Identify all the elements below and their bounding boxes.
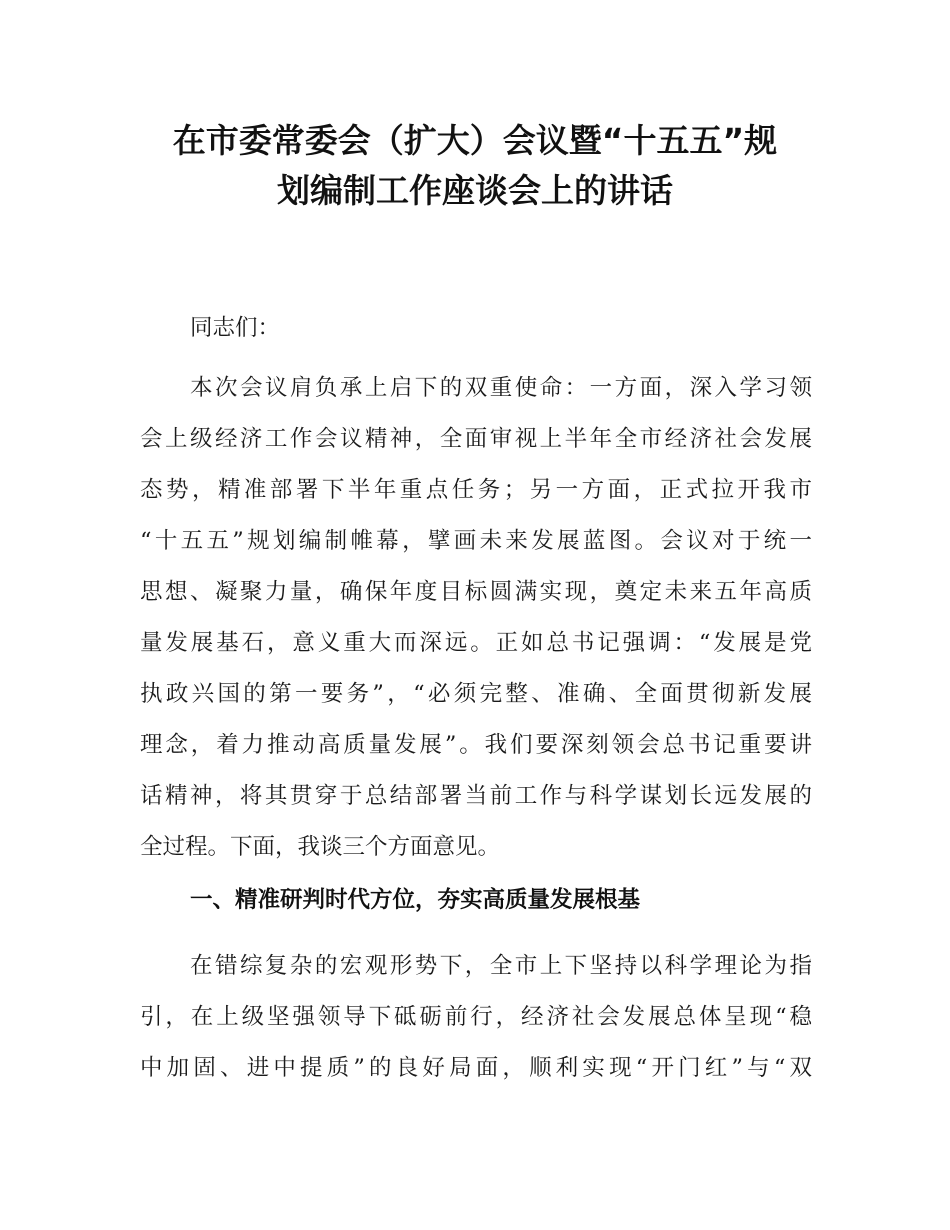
paragraph-line: “十五五”规划编制帷幕，擘画未来发展蓝图。会议对于统一 (140, 528, 812, 554)
paragraph-line: 话精神，将其贯穿于总结部署当前工作与科学谋划长远发展的 (140, 783, 812, 809)
paragraph-line: 会上级经济工作会议精神，全面审视上半年全市经济社会发展 (140, 426, 812, 452)
paragraph-line: 中加固、进中提质”的良好局面，顺利实现“开门红”与“双 (140, 1055, 812, 1081)
paragraph-line: 执政兴国的第一要务”，“必须完整、准确、全面贯彻新发展 (140, 681, 812, 707)
greeting-text: 同志们： (190, 315, 281, 341)
paragraph-2 (140, 941, 812, 1094)
paragraph-line: 引，在上级坚强领导下砥砺前行，经济社会发展总体呈现“稳 (140, 1004, 812, 1030)
paragraph-line: 本次会议肩负承上启下的双重使命：一方面，深入学习领 (190, 375, 812, 401)
paragraph-line: 在错综复杂的宏观形势下，全市上下坚持以科学理论为指 (190, 953, 812, 979)
document-title-line-2: 划编制工作座谈会上的讲话 (277, 171, 673, 210)
paragraph-line: 态势，精准部署下半年重点任务；另一方面，正式拉开我市 (140, 477, 812, 503)
greeting (140, 303, 812, 354)
paragraph-line: 理念，着力推动高质量发展”。我们要深刻领会总书记重要讲 (140, 732, 812, 758)
section-1-heading: 一、精准研判时代方位，夯实高质量发展根基 (190, 887, 641, 913)
paragraph-line: 全过程。下面，我谈三个方面意见。 (140, 834, 501, 860)
paragraph-line: 思想、凝聚力量，确保年度目标圆满实现，奠定未来五年高质 (140, 579, 812, 605)
document-title-line-1: 在市委常委会（扩大）会议暨“十五五”规 (172, 121, 778, 160)
paragraph-line: 量发展基石，意义重大而深远。正如总书记强调：“发展是党 (140, 630, 812, 656)
paragraph-1 (140, 363, 812, 873)
